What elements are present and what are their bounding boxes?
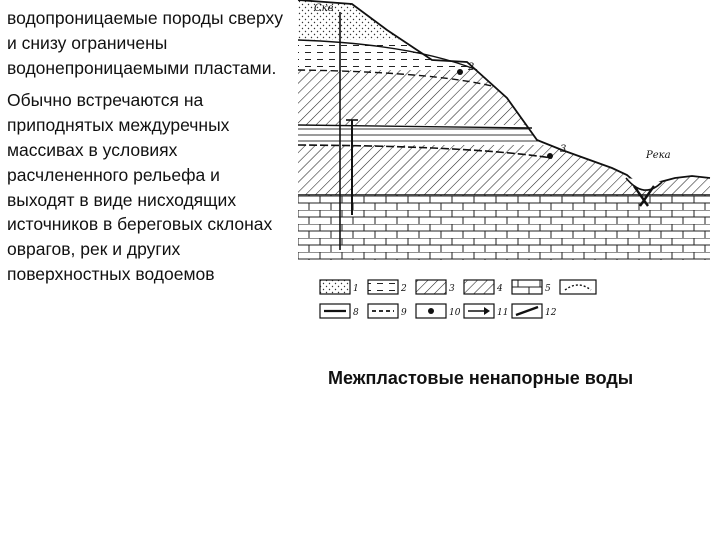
paragraph-2: Обычно встречаются на приподнятых междуречных массивах в условиях расчлененного рельефа и выходят в виде нисходящих источников в береговых склонах оврагов, рек и других поверхностных водоемов: [7, 90, 273, 284]
paragraph-1: водопроницаемые породы сверху и снизу ограничены водонепроницаемыми пластами.: [7, 8, 284, 78]
spring-2-label: 2: [468, 62, 475, 73]
svg-text:5: 5: [545, 284, 551, 294]
svg-text:9: 9: [401, 308, 407, 318]
figure-caption: Межпластовые ненапорные воды: [328, 368, 634, 388]
well-label: Скв: [314, 3, 334, 14]
svg-text:2: 2: [401, 284, 407, 294]
spring-3-label: 3: [560, 144, 567, 155]
svg-text:10: 10: [449, 308, 461, 318]
body-text: [7, 6, 292, 287]
svg-text:12: 12: [545, 308, 557, 318]
svg-text:1: 1: [353, 284, 359, 294]
spring-2-marker: [457, 69, 463, 75]
spring-3-marker: [547, 153, 553, 159]
svg-text:4: 4: [497, 284, 503, 294]
legend: [320, 280, 596, 318]
svg-text:11: 11: [497, 308, 509, 318]
svg-text:3: 3: [449, 284, 455, 294]
svg-text:8: 8: [353, 308, 359, 318]
river-label: Река: [646, 150, 671, 161]
geologic-cross-section: [292, 0, 720, 326]
